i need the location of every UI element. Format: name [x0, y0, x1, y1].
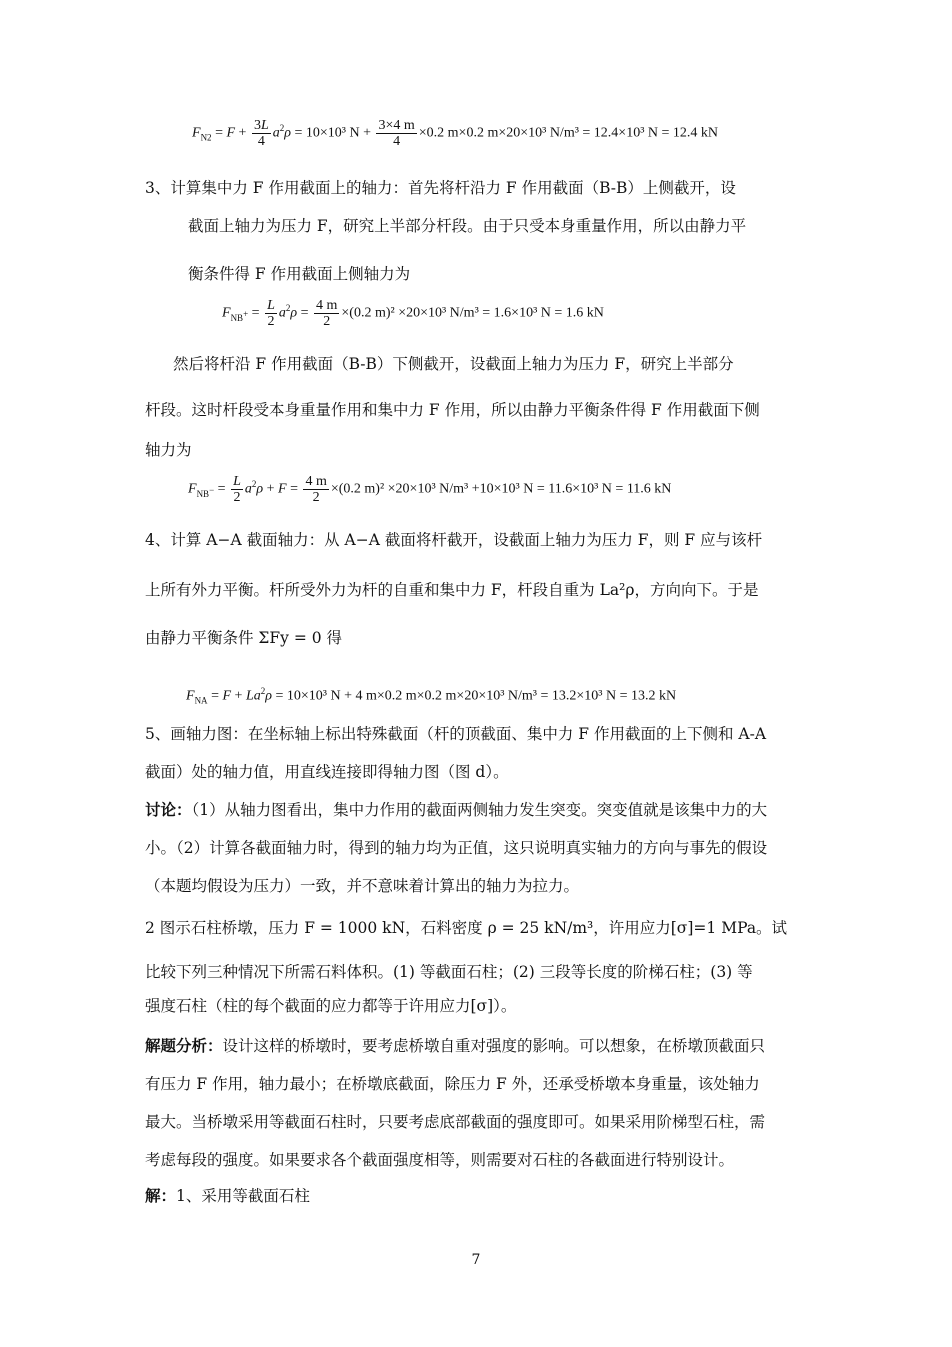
page-number: 7 [471, 1252, 481, 1268]
fn2-rhs1: = 10×10³ N + [294, 125, 371, 141]
discussion-line-2: 小。（2）计算各截面轴力时，得到的轴力均为正值，这只说明真实轴力的方向与事先的假设 [145, 839, 768, 857]
fnbminus-rhs: ×(0.2 m)² ×20×10³ N/m³ +10×10³ N = 11.6×10³ N = 11.6 kN [330, 481, 672, 497]
solution-label: 解： [145, 1186, 177, 1205]
para-5-line-2: 上所有外力平衡。杆所受外力为杆的自重和集中力 F，杆段自重为 La²ρ，方向向下。于是 [145, 581, 759, 599]
question-2-line-1: 2 图示石柱桥墩，压力 F = 1000 kN，石料密度 ρ = 25 kN/m³，许用应力[σ]=1 MPa。试 [145, 919, 788, 937]
para-5-line-1: 4、计算 A−A 截面轴力：从 A−A 截面将杆截开，设截面上轴力为压力 F，则 F 应与该杆 [145, 531, 763, 549]
solution-line-1 [145, 1186, 810, 1206]
discussion-line-1 [145, 800, 810, 820]
analysis-line-4: 考虑每段的强度。如果要求各个截面强度相等，则需要对石柱的各截面进行特别设计。 [145, 1151, 735, 1169]
discussion-line-3: （本题均假设为压力）一致，并不意味着计算出的轴力为拉力。 [145, 877, 580, 895]
formula-fnb-minus: $F_{NB^-}$ = $\frac{L}{2}$ $a^2\rho + F$ = $\frac{4 m}{2}$ ×(0.2 m)² ×20×10³ N/m³ +10×10³ N = 11.6×10³ N = 11.6 kN [188, 474, 672, 505]
question-2-line-3: 强度石柱（柱的每个截面的应力都等于许用应力[σ]）。 [145, 997, 517, 1015]
para-4-line-2: 杆段。这时杆段受本身重量作用和集中力 F 作用，所以由静力平衡条件得 F 作用截面下侧 [145, 401, 760, 419]
solution-text-1: 1、采用等截面石柱 [176, 1187, 310, 1205]
question-2-line-2: 比较下列三种情况下所需石料体积。(1) 等截面石柱；(2) 三段等长度的阶梯石柱；(3) 等 [145, 963, 753, 981]
para-4-line-1: 然后将杆沿 F 作用截面（B-B）下侧截开，设截面上轴力为压力 F，研究上半部分 [173, 355, 734, 373]
para-3-line-3: 衡条件得 F 作用截面上侧轴力为 [188, 265, 411, 283]
para-4-line-3: 轴力为 [145, 441, 192, 459]
formula-fn2: $F_{N2} = F$ + $\frac{3L}{4}$ $a^2\rho = 10\times 10^3$ N + $\frac{3\times 4 m}{4}$ ×0.2 m×0.2 m×20×10³ N/m³ = 12.4×10³ N = 12.4 kN [192, 118, 719, 149]
analysis-line-1 [145, 1036, 810, 1056]
para-6-line-2: 截面）处的轴力值，用直线连接即得轴力图（图 d）。 [145, 763, 509, 781]
fnbplus-rhs: ×(0.2 m)² ×20×10³ N/m³ = 1.6×10³ N = 1.6 kN [341, 305, 604, 321]
fn2-rhs2: ×0.2 m×0.2 m×20×10³ N/m³ = 12.4×10³ N = 12.4 kN [418, 125, 719, 141]
discussion-text-1: （1）从轴力图看出，集中力作用的截面两侧轴力发生突变。突变值就是该集中力的大 [191, 801, 768, 819]
analysis-text-1: 设计这样的桥墩时，要考虑桥墩自重对强度的影响。可以想象，在桥墩顶截面只 [222, 1037, 766, 1055]
analysis-label: 解题分析： [145, 1036, 223, 1055]
analysis-line-2: 有压力 F 作用，轴力最小；在桥墩底截面，除压力 F 外，还承受桥墩本身重量，该处轴力 [145, 1075, 760, 1093]
analysis-line-3: 最大。当桥墩采用等截面石柱时，只要考虑底部截面的强度即可。如果采用阶梯型石柱，需 [145, 1113, 766, 1131]
para-5-line-3: 由静力平衡条件 ΣFy = 0 得 [145, 629, 343, 647]
para-3-line-1: 3、计算集中力 F 作用截面上的轴力：首先将杆沿力 F 作用截面（B-B）上侧截开，设 [145, 179, 736, 197]
discussion-label: 讨论： [145, 800, 192, 819]
fna-rhs: = 10×10³ N + 4 m×0.2 m×0.2 m×20×10³ N/m³ = 13.2×10³ N = 13.2 kN [275, 688, 677, 704]
para-6-line-1: 5、画轴力图：在坐标轴上标出特殊截面（杆的顶截面、集中力 F 作用截面的上下侧和 A-A [145, 725, 767, 743]
formula-fnb-plus: $F_{NB^+}$ = $\frac{L}{2}$ $a^2\rho$ = $\frac{4 m}{2}$ ×(0.2 m)² ×20×10³ N/m³ = 1.6×10³ N = 1.6 kN [222, 298, 604, 329]
formula-fna: $F_{NA} = F + La^2\rho = 10\times 10^3$ N + 4 m×0.2 m×0.2 m×20×10³ N/m³ = 13.2×10³ N = 13.2 kN [186, 686, 677, 706]
para-3-line-2: 截面上轴力为压力 F，研究上半部分杆段。由于只受本身重量作用，所以由静力平 [188, 217, 747, 235]
